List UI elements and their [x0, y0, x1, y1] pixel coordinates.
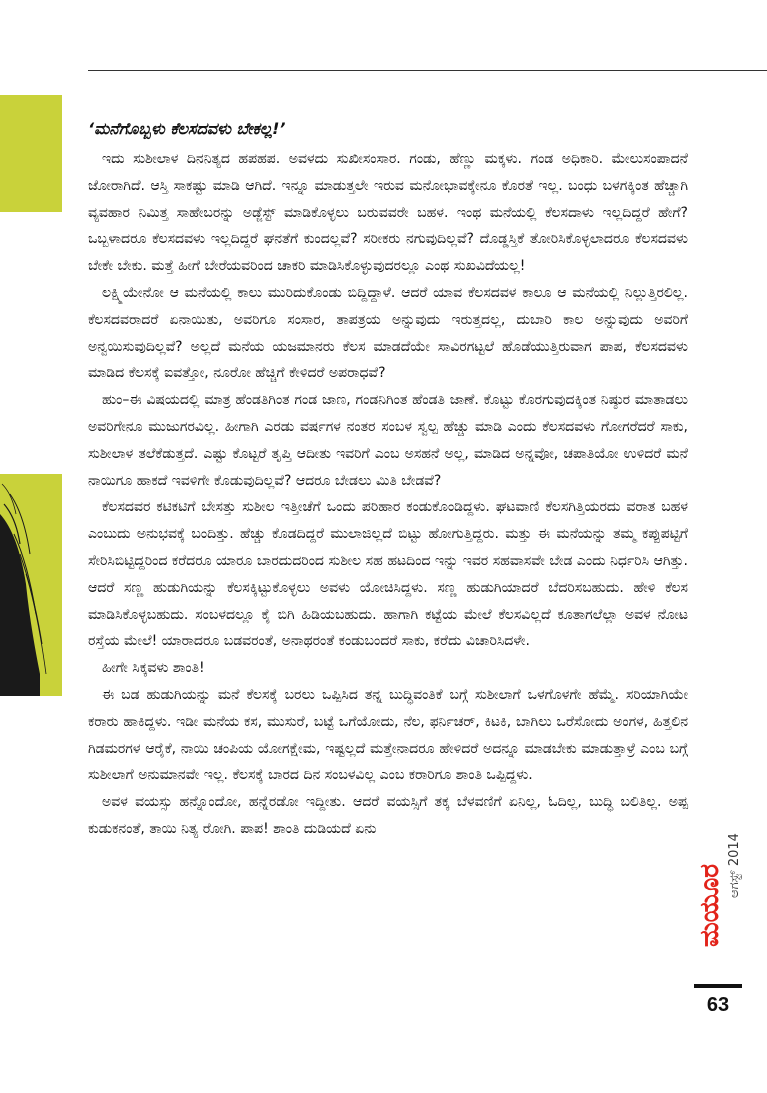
issue-date	[724, 810, 744, 920]
paragraph: ಇದು ಸುಶೀಲಾಳ ದಿನನಿತ್ಯದ ಹಪಹಪ. ಅವಳದು ಸುಖೀಸಂಸಾರ. ಗಂಡು, ಹೆಣ್ಣು ಮಕ್ಕಳು. ಗಂಡ ಅಧಿಕಾರಿ. ಮೇಲುಸಂಪಾದನೆ ಜೋರಾಗಿದೆ. ಆಸ್ತಿ ಸಾಕಷ್ಟು ಮಾಡಿ ಆಗಿದೆ. ಇನ್ನೂ ಮಾಡುತ್ತಲೇ ಇರುವ ಮನೋಭಾವಕ್ಕೇನೂ ಕೊರತೆ ಇಲ್ಲ. ಬಂಧು ಬಳಗಕ್ಕಿಂತ ಹೆಚ್ಚಾಗಿ ವ್ಯವಹಾರ ನಿಮಿತ್ತ ಸಾಹೇಬರನ್ನು ಅಡ್ಜೆಸ್ಟ್ ಮಾಡಿಕೊಳ್ಳಲು ಬರುವವರೇ ಬಹಳ. ಇಂಥ ಮನೆಯಲ್ಲಿ ಕೆಲಸದಾಳು ಇಲ್ಲದಿದ್ದರೆ ಹೇಗೆ? ಒಬ್ಬಳಾದರೂ ಕೆಲಸದವಳು ಇಲ್ಲದಿದ್ದರೆ ಘನತೆಗೆ ಕುಂದಲ್ಲವೆ? ಸರೀಕರು ನಗುವುದಿಲ್ಲವೆ? ದೊಡ್ಡಸ್ತಿಕೆ ತೋರಿಸಿಕೊಳ್ಳಲಾದರೂ ಕೆಲಸದವಳು ಬೇಕೇ ಬೇಕು. ಮತ್ತೆ ಹೀಗೆ ಬೇರೆಯವರಿಂದ ಚಾಕರಿ ಮಾಡಿಸಿಕೊಳ್ಳುವುದರಲ್ಲೂ ಎಂಥ ಸುಖವಿದೆಯಲ್ಲ!	[88, 151, 688, 275]
footer-rule	[694, 984, 742, 988]
paragraph: ಹುಂ–ಈ ವಿಷಯದಲ್ಲಿ ಮಾತ್ರ ಹೆಂಡತಿಗಿಂತ ಗಂಡ ಜಾಣ, ಗಂಡನಿಗಿಂತ ಹೆಂಡತಿ ಜಾಣೆ. ಕೊಟ್ಟು ಕೊರಗುವುದಕ್ಕಿಂತ ನಿಷ್ಠುರ ಮಾತಾಡಲು ಅವರಿಗೇನೂ ಮುಜುಗರವಿಲ್ಲ. ಹೀಗಾಗಿ ಎರಡು ವರ್ಷಗಳ ನಂತರ ಸಂಬಳ ಸ್ವಲ್ಪ ಹೆಚ್ಚು ಮಾಡಿ ಎಂದು ಕೆಲಸದವಳು ಗೋಗರೆದರೆ ಸಾಕು, ಸುಶೀಲಾಳ ತಲೆಕೆಡುತ್ತದೆ. ಎಷ್ಟು ಕೊಟ್ಟರೆ ತೃಪ್ತಿ ಆದೀತು ಇವರಿಗೆ ಎಂಬ ಅಸಹನೆ ಅಲ್ಲ, ಮಾಡಿದ ಅನ್ನವೋ, ಚಪಾತಿಯೋ ಉಳಿದರೆ ಮನೆ ನಾಯಿಗೂ ಹಾಕದೆ ಇವಳಿಗೇ ಕೊಡುವುದಿಲ್ಲವೆ? ಆದರೂ ಬೇಡಲು ಮಿತಿ ಬೇಡವೆ?	[88, 392, 688, 489]
paragraph: ಹೀಗೇ ಸಿಕ್ಕವಳು ಶಾಂತಿ!	[102, 660, 205, 677]
article-title: ‘ಮನೆಗೊಬ್ಬಳು ಕೆಲಸದವಳು ಬೇಕಲ್ಲ!’	[88, 119, 286, 138]
issue-label: ಆಗಸ್ಟ್ 2014	[726, 832, 742, 898]
magazine-name: ಮಯೂರ	[694, 863, 725, 947]
sketch-illustration	[0, 474, 62, 696]
paragraph: ಈ ಬಡ ಹುಡುಗಿಯನ್ನು ಮನೆ ಕೆಲಸಕ್ಕೆ ಬರಲು ಒಪ್ಪಿಸಿದ ತನ್ನ ಬುದ್ಧಿವಂತಿಕೆ ಬಗ್ಗೆ ಸುಶೀಲಾಗೆ ಒಳಗೊಳಗೇ ಹೆಮ್ಮೆ. ಸರಿಯಾಗಿಯೇ ಕರಾರು ಹಾಕಿದ್ದಳು. ಇಡೀ ಮನೆಯ ಕಸ, ಮುಸುರೆ, ಬಟ್ಟೆ ಒಗೆಯೋದು, ನೆಲ, ಫರ್ನಿಚರ್, ಕಿಟಕಿ, ಬಾಗಿಲು ಒರೆಸೋದು ಅಂಗಳ, ಹಿತ್ತಲಿನ ಗಿಡಮರಗಳ ಆರೈಕೆ, ನಾಯಿ ಚಂಪಿಯ ಯೋಗಕ್ಷೇಮ, ಇಷ್ಟಲ್ಲದೆ ಮತ್ತೇನಾದರೂ ಹೇಳಿದರೆ ಅದನ್ನೂ ಮಾಡಬೇಕು ಮಾಡುತ್ತಾಳ್ರೆ ಎಂಬ ಬಗ್ಗೆ ಸುಶೀಲಾಗೆ ಅನುಮಾನವೇ ಇಲ್ಲ. ಕೆಲಸಕ್ಕೆ ಬಾರದ ದಿನ ಸಂಬಳವಿಲ್ಲ ಎಂಬ ಕರಾರಿಗೂ ಶಾಂತಿ ಒಪ್ಪಿದ್ದಳು.	[88, 686, 688, 784]
magazine-logo	[694, 850, 726, 960]
accent-block-top	[0, 95, 62, 212]
paragraph: ಅವಳ ವಯಸ್ಸು ಹನ್ನೊಂದೋ, ಹನ್ನೆರಡೋ ಇದ್ದೀತು. ಆದರೆ ವಯಸ್ಸಿಗೆ ತಕ್ಕ ಬೆಳವಣಿಗೆ ಏನಿಲ್ಲ, ಓದಿಲ್ಲ, ಬುದ್ಧಿ ಬಲಿತಿಲ್ಲ. ಅಪ್ಪ ಕುಡುಕನಂತೆ, ತಾಯಿ ನಿತ್ಯ ರೋಗಿ. ಪಾಪ! ಶಾಂತಿ ದುಡಿಯದೆ ಏನು	[88, 794, 688, 837]
paragraph: ಲಕ್ಷ್ಮಿಯೇನೋ ಆ ಮನೆಯಲ್ಲಿ ಕಾಲು ಮುರಿದುಕೊಂಡು ಬಿದ್ದಿದ್ದಾಳೆ. ಆದರೆ ಯಾವ ಕೆಲಸದವಳ ಕಾಲೂ ಆ ಮನೆಯಲ್ಲಿ ನಿಲ್ಲುತ್ತಿರಲಿಲ್ಲ. ಕೆಲಸದವರಾದರೆ ಏನಾಯಿತು, ಅವರಿಗೂ ಸಂಸಾರ, ತಾಪತ್ರಯ ಅನ್ನುವುದು ಇರುತ್ತದಲ್ಲ, ದುಬಾರಿ ಕಾಲ ಅನ್ನುವುದು ಅವರಿಗೆ ಅನ್ವಯಿಸುವುದಿಲ್ಲವೆ? ಅಲ್ಲದೆ ಮನೆಯ ಯಜಮಾನರು ಕೆಲಸ ಮಾಡದೆಯೇ ಸಾವಿರಗಟ್ಟಲೆ ಹೊಡೆಯುತ್ತಿರುವಾಗ ಪಾಪ, ಕೆಲಸದವಳು ಮಾಡಿದ ಕೆಲಸಕ್ಕೆ ಐವತ್ತೋ, ನೂರೋ ಹೆಚ್ಚಿಗೆ ಕೇಳಿದರೆ ಅಪರಾಧವೆ?	[88, 284, 688, 382]
magazine-sidebar	[694, 820, 742, 950]
article	[88, 118, 688, 843]
header-rule	[88, 70, 767, 71]
page-number: 63	[706, 994, 730, 1016]
accent-strip-illustration	[0, 474, 62, 696]
paragraph: ಕೆಲಸದವರ ಕಟಿಕಟಿಗೆ ಬೇಸತ್ತು ಸುಶೀಲ ಇತ್ತೀಚೆಗೆ ಒಂದು ಪರಿಹಾರ ಕಂಡುಕೊಂಡಿದ್ದಳು. ಘಟವಾಣಿ ಕೆಲಸಗಿತ್ತಿಯರದು ವರಾತ ಬಹಳ ಎಂಬುದು ಅನುಭವಕ್ಕೆ ಬಂದಿತ್ತು. ಹೆಚ್ಚು ಕೊಡದಿದ್ದರೆ ಮುಲಾಜಿಲ್ಲದೆ ಬಿಟ್ಟು ಹೋಗುತ್ತಿದ್ದರು. ಮತ್ತು ಈ ಮನೆಯನ್ನು ತಮ್ಮ ಕಪ್ಪುಪಟ್ಟಿಗೆ ಸೇರಿಸಿಬಿಟ್ಟಿದ್ದರಿಂದ ಕರೆದರೂ ಯಾರೂ ಬಾರದುದರಿಂದ ಸುಶೀಲ ಸಹ ಹಟದಿಂದ ಇನ್ನು ಇವರ ಸಹವಾಸವೇ ಬೇಡ ಎಂದು ನಿರ್ಧರಿಸಿ ಆಗಿತ್ತು. ಆದರೆ ಸಣ್ಣ ಹುಡುಗಿಯನ್ನು ಕೆಲಸಕ್ಕಿಟ್ಟುಕೊಳ್ಳಲು ಅವಳು ಯೋಚಿಸಿದ್ದಳು. ಸಣ್ಣ ಹುಡುಗಿಯಾದರೆ ಬೆದರಿಸಬಹುದು. ಹೇಳಿ ಕೆಲಸ ಮಾಡಿಸಿಕೊಳ್ಳಬಹುದು. ಸಂಬಳದಲ್ಲೂ ಕೈ ಬಿಗಿ ಹಿಡಿಯಬಹುದು. ಹಾಗಾಗಿ ಕಟ್ಟೆಯ ಮೇಲೆ ಕೆಲಸವಿಲ್ಲದೆ ಕೂತಾಗಲೆಲ್ಲಾ ಅವಳ ನೋಟ ರಸ್ತೆಯ ಮೇಲೆ! ಯಾರಾದರೂ ಬಡವರಂತೆ, ಅನಾಥರಂತೆ ಕಂಡುಬಂದರೆ ಸಾಕು, ಕರೆದು ವಿಚಾರಿಸಿದಳೇ.	[88, 499, 688, 650]
